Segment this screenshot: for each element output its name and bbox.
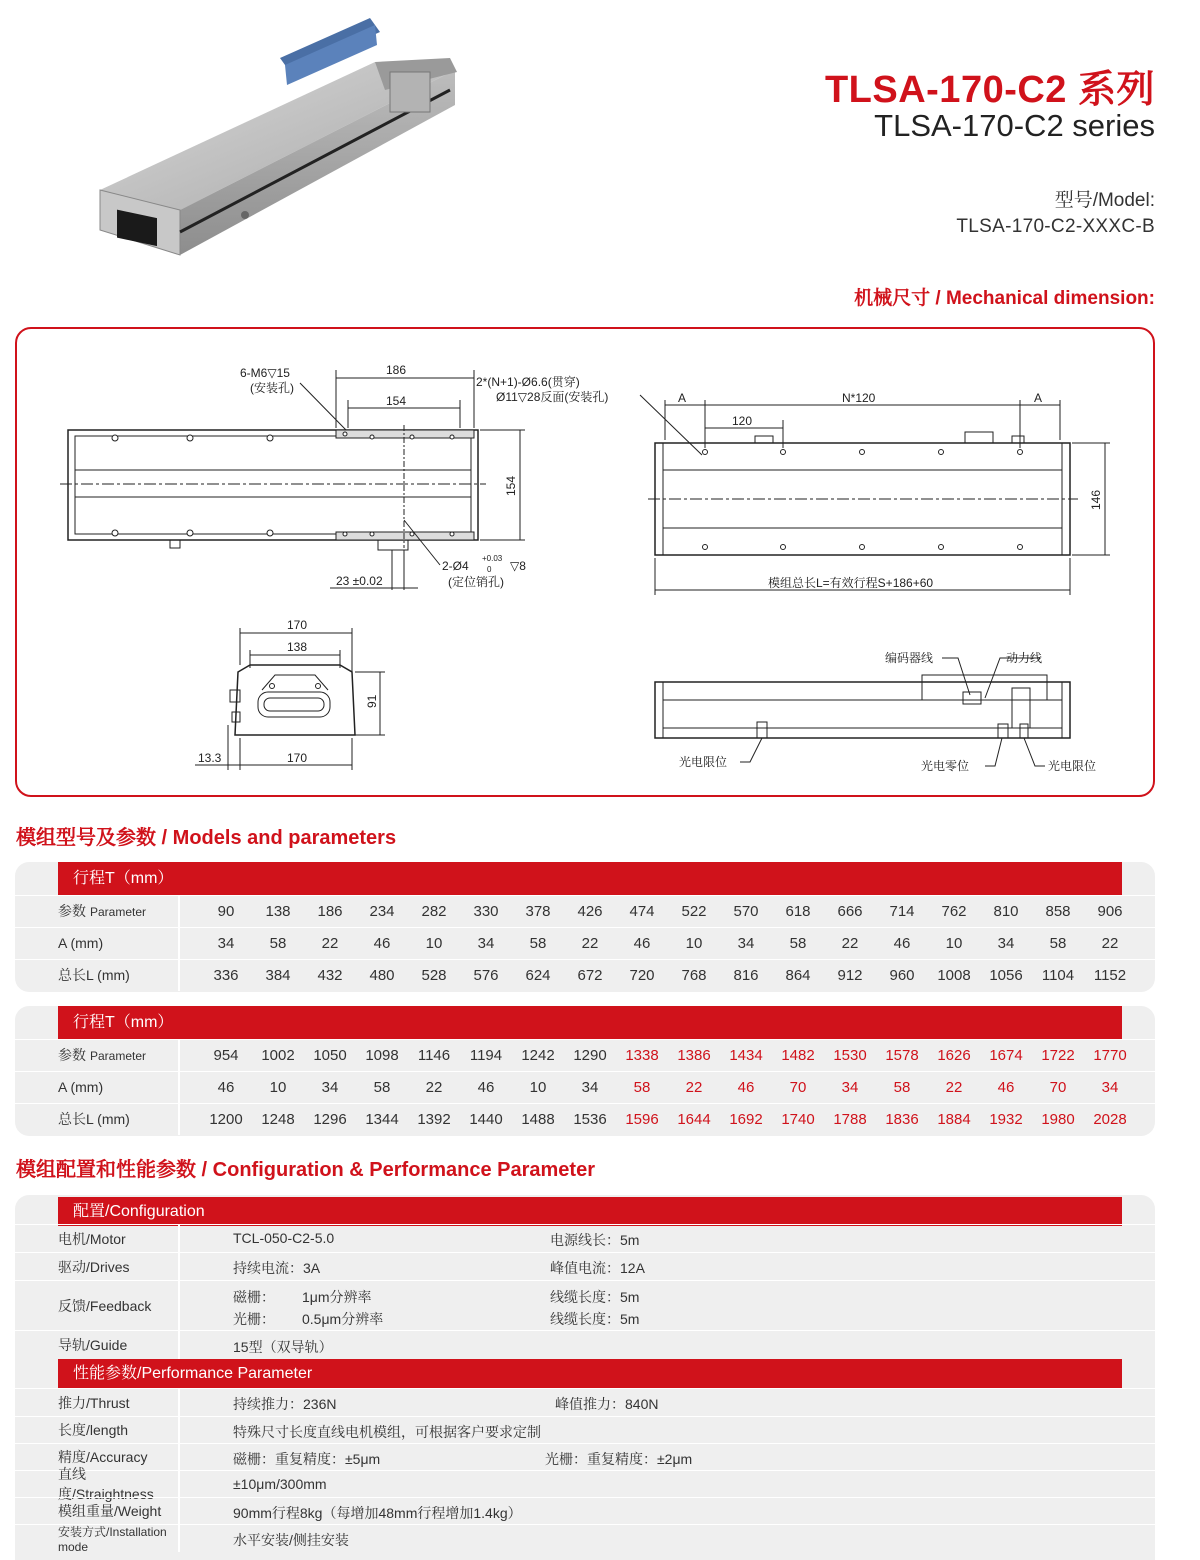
row-value: TCL-050-C2-5.0 [233,1230,335,1246]
perf-row-straightness [15,1466,1155,1502]
table-cell: 1104 [1041,967,1075,984]
table-cell: 46 [633,935,651,952]
row-value: 1μm分辨率 [302,1289,372,1305]
row-label [58,1104,180,1135]
table-cell: 1296 [313,1111,347,1128]
row-label: 安装方式/Installation mode [58,1525,180,1552]
row-value: 线缆长度：5m [550,1311,640,1327]
table-cell: 22 [685,1079,703,1096]
table-cell: 10 [685,935,703,952]
row-value: 光栅： [233,1311,275,1327]
table-cell: 1692 [729,1111,763,1128]
table-cell: 46 [373,935,391,952]
table-cell: 1644 [677,1111,711,1128]
row-label: 推力/Thrust [58,1389,180,1416]
row-value: 电源线长：5m [550,1232,640,1248]
top-view-drawing [60,370,525,590]
table-cell: 138 [265,903,291,920]
table-cell: 1098 [365,1047,399,1064]
perf-row-length [15,1416,1155,1443]
config-section-title: 模组配置和性能参数 / Configuration & Performance Parameter [16,1159,595,1181]
table-cell: 1056 [989,967,1023,984]
series-title-cn: TLSA-170-C2 系列 [824,69,1155,111]
row-label [58,928,180,959]
config-row-motor [15,1224,1155,1252]
dim-label: 91 [365,694,379,708]
table-cell: 810 [993,903,1019,920]
table-cell: 234 [369,903,395,920]
parameter-table-1 [15,862,1155,992]
parameter-row [15,895,1155,926]
table-cell: 1788 [833,1111,867,1128]
table-cell: 954 [213,1047,239,1064]
table-cell: 186 [317,903,343,920]
table-cell: 34 [581,1079,599,1096]
table-cell: 570 [733,903,759,920]
table-cell: 1002 [261,1047,295,1064]
hole-note-text: Ø11▽28反面(安装孔) [496,390,609,404]
parameter-row [15,1071,1155,1102]
table-cell: 46 [737,1079,755,1096]
callout-label: 动力线 [1006,651,1043,665]
row-label: 驱动/Drives [58,1253,180,1280]
perf-row-thrust [15,1388,1155,1416]
row-label-cn: 总长L (mm) [58,1111,130,1127]
config-table [15,1195,1155,1560]
row-label: 反馈/Feedback [58,1281,180,1330]
total-length-formula: 模组总长L=有效行程S+186+60 [768,576,934,590]
row-value: 特殊尺寸长度直线电机模组，可根据客户要求定制 [233,1424,541,1440]
pin-tolerance: +0.03 [482,554,503,563]
table-cell: 714 [889,903,915,920]
table-cell: 1146 [417,1047,451,1064]
models-section-title: 模组型号及参数 / Models and parameters [16,827,397,849]
dim-label: N*120 [842,391,876,405]
table-cell: 10 [269,1079,287,1096]
row-value: 光栅：重复精度：±2μm [545,1451,693,1467]
table-cell: 70 [1049,1079,1067,1096]
table-cell: 1980 [1041,1111,1075,1128]
row-label-cn: 总长L (mm) [58,967,130,983]
config-row-guide [15,1330,1155,1359]
perf-row-weight [15,1497,1155,1524]
dim-label: 170 [287,751,308,765]
table-cell: 90 [217,903,235,920]
table-cell: 34 [841,1079,859,1096]
table-cell: 1770 [1093,1047,1127,1064]
table-cell: 1884 [937,1111,971,1128]
parameter-row [15,959,1155,990]
table-cell: 330 [473,903,499,920]
table-cell: 1536 [573,1111,607,1128]
config-row-drives [15,1252,1155,1280]
row-label [58,896,180,927]
table-cell: 378 [525,903,551,920]
table-cell: 768 [681,967,707,984]
pin-note-text: (定位销孔) [448,575,504,589]
parameter-row [15,927,1155,958]
dim-label: 138 [287,640,308,654]
perf-row-installation [15,1524,1155,1552]
table-cell: 46 [477,1079,495,1096]
table-cell: 58 [373,1079,391,1096]
parameter-table-2 [15,1006,1155,1136]
table-cell: 1932 [989,1111,1023,1128]
table-cell: 1386 [677,1047,711,1064]
row-label [58,1072,180,1103]
table-cell: 58 [529,935,547,952]
dim-label: 170 [287,618,308,632]
table-cell: 960 [889,967,915,984]
table-cell: 672 [577,967,603,984]
table-cell: 1152 [1093,967,1127,984]
table-cell: 762 [941,903,967,920]
perf-row-accuracy [15,1443,1155,1470]
dim-label: 13.3 [198,751,222,765]
row-label: 导轨/Guide [58,1331,180,1359]
dim-label: 186 [386,363,407,377]
callout-label: 光电限位 [1048,759,1097,773]
table-cell: 576 [473,967,499,984]
table-cell: 474 [629,903,655,920]
row-value: 磁栅： [233,1289,275,1305]
dim-label: 154 [504,475,518,496]
table-cell: 432 [317,967,343,984]
row-label [58,960,180,991]
hole-note-text: 6-M6▽15 [240,366,290,380]
table-cell: 816 [733,967,759,984]
row-label-cn: A (mm) [58,1079,104,1095]
table-cell: 46 [217,1079,235,1096]
pin-note-text: 2-Ø4 [442,559,469,573]
table-cell: 22 [581,935,599,952]
stroke-header: 行程T（mm） [58,1006,1122,1039]
table-cell: 1578 [885,1047,919,1064]
hole-note-text: (安装孔) [250,381,294,395]
table-cell: 336 [213,967,239,984]
dim-label: A [678,391,687,405]
table-cell: 906 [1097,903,1123,920]
table-cell: 864 [785,967,811,984]
table-cell: 858 [1045,903,1071,920]
table-cell: 1482 [781,1047,815,1064]
table-cell: 624 [525,967,551,984]
row-label: 模组重量/Weight [58,1498,180,1524]
row-value: 持续电流：3A [233,1260,321,1276]
table-cell: 46 [997,1079,1015,1096]
table-cell: 1626 [937,1047,971,1064]
table-cell: 22 [841,935,859,952]
row-label: 直线度/Straightness [58,1471,180,1497]
table-cell: 1530 [833,1047,867,1064]
table-cell: 1674 [989,1047,1023,1064]
table-cell: 1488 [521,1111,555,1128]
pin-tolerance: 0 [487,565,492,574]
parameter-row [15,1039,1155,1070]
parameter-row [15,1103,1155,1134]
row-value: 0.5μm分辨率 [302,1311,384,1327]
row-value: 15型（双导轨） [233,1339,333,1355]
table-cell: 384 [265,967,291,984]
table-cell: 666 [837,903,863,920]
series-title-en: TLSA-170-C2 series [874,108,1155,143]
table-cell: 22 [1101,935,1119,952]
row-label-en: Parameter [90,905,147,919]
table-cell: 912 [837,967,863,984]
table-cell: 10 [945,935,963,952]
table-cell: 10 [425,935,443,952]
table-cell: 34 [997,935,1015,952]
table-cell: 1338 [625,1047,659,1064]
callout-label: 光电零位 [921,759,970,773]
table-cell: 1194 [469,1047,503,1064]
row-value: 线缆长度：5m [550,1289,640,1305]
table-cell: 58 [789,935,807,952]
table-cell: 1008 [937,967,971,984]
table-cell: 22 [425,1079,443,1096]
side-view-drawing [640,395,1110,595]
table-cell: 1392 [417,1111,451,1128]
stroke-header: 行程T（mm） [58,862,1122,895]
row-label-en: Parameter [90,1049,147,1063]
config-row-feedback [15,1280,1155,1330]
dim-label: 154 [386,394,407,408]
table-cell: 1836 [885,1111,919,1128]
row-label: 精度/Accuracy [58,1444,180,1470]
row-value: 水平安装/侧挂安装 [233,1532,349,1548]
callout-label: 编码器线 [885,651,934,665]
table-cell: 480 [369,967,395,984]
row-value: 峰值推力：840N [555,1396,659,1412]
front-view-drawing [655,658,1070,766]
table-cell: 34 [217,935,235,952]
row-value: ±10μm/300mm [233,1476,327,1492]
table-cell: 1248 [261,1111,295,1128]
table-cell: 34 [737,935,755,952]
row-label: 电机/Motor [58,1225,180,1252]
table-cell: 528 [421,967,447,984]
table-cell: 70 [789,1079,807,1096]
table-cell: 426 [577,903,603,920]
table-cell: 282 [421,903,447,920]
table-cell: 1440 [469,1111,503,1128]
row-value: 90mm行程8kg（每增加48mm行程增加1.4kg） [233,1505,522,1521]
table-cell: 46 [893,935,911,952]
hole-note-text: 2*(N+1)-Ø6.6(贯穿) [476,375,580,389]
table-cell: 720 [629,967,655,984]
table-cell: 618 [785,903,811,920]
table-cell: 22 [945,1079,963,1096]
table-cell: 1050 [313,1047,347,1064]
table-cell: 22 [321,935,339,952]
mechanical-dimension-title: 机械尺寸 / Mechanical dimension: [854,288,1155,309]
row-value: 峰值电流：12A [550,1260,645,1276]
row-value: 磁栅：重复精度：±5μm [233,1451,381,1467]
row-label: 长度/length [58,1417,180,1443]
table-cell: 10 [529,1079,547,1096]
row-label-cn: A (mm) [58,935,104,951]
table-cell: 1290 [573,1047,607,1064]
dim-label: 120 [732,414,753,428]
model-label: 型号/Model: [1054,190,1155,211]
table-cell: 34 [477,935,495,952]
table-cell: 1740 [781,1111,815,1128]
pin-depth: ▽8 [510,559,526,573]
config-header: 配置/Configuration [58,1197,1122,1226]
table-cell: 1596 [625,1111,659,1128]
row-label-cn: 参数 [58,1047,86,1063]
table-cell: 1722 [1041,1047,1075,1064]
table-cell: 58 [1049,935,1067,952]
table-cell: 1242 [521,1047,555,1064]
row-value: 持续推力：236N [233,1396,337,1412]
table-cell: 58 [633,1079,651,1096]
table-cell: 1434 [729,1047,763,1064]
row-label-cn: 参数 [58,903,86,919]
dim-label: 23 ±0.02 [336,574,383,588]
table-cell: 34 [1101,1079,1119,1096]
performance-header: 性能参数/Performance Parameter [58,1359,1122,1388]
callout-label: 光电限位 [679,755,728,769]
model-value: TLSA-170-C2-XXXC-B [956,216,1155,237]
row-label [58,1040,180,1071]
table-cell: 1344 [365,1111,399,1128]
table-cell: 522 [681,903,707,920]
table-cell: 2028 [1093,1111,1127,1128]
table-cell: 58 [893,1079,911,1096]
table-cell: 58 [269,935,287,952]
dim-label: 146 [1089,489,1103,510]
table-cell: 34 [321,1079,339,1096]
dim-label: A [1034,391,1043,405]
table-cell: 1200 [209,1111,243,1128]
